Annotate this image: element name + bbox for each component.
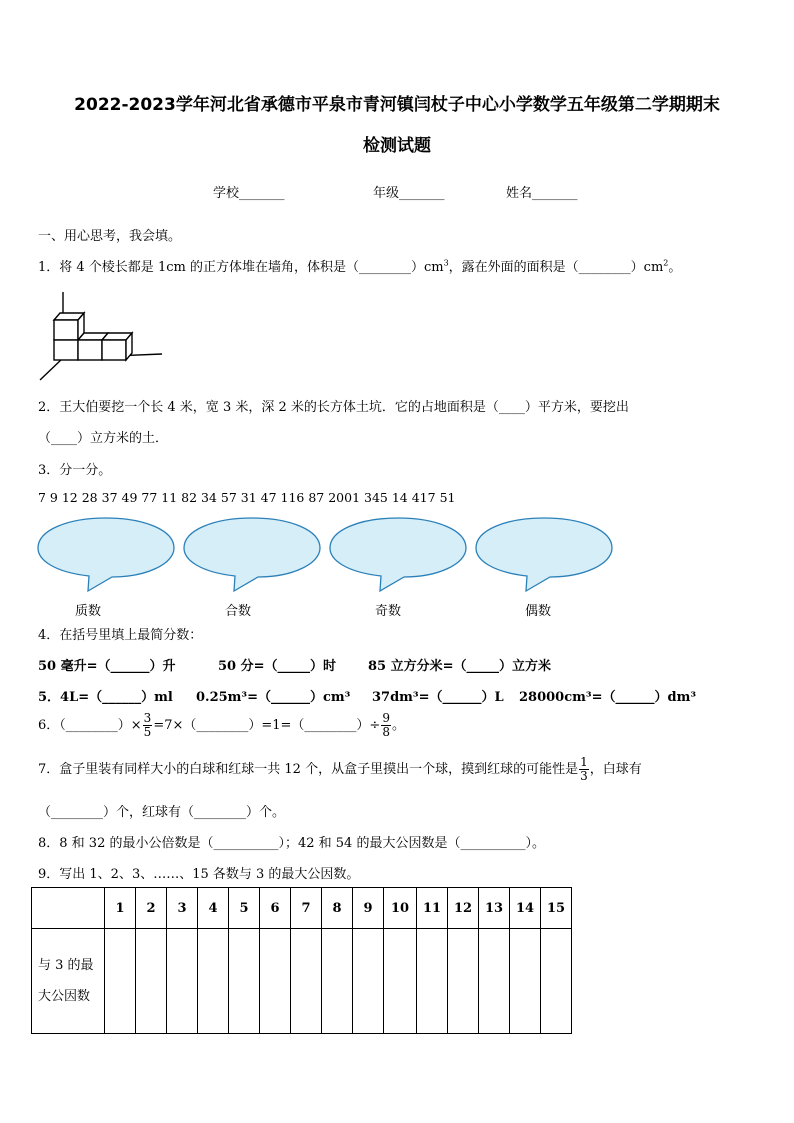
question-9: 9．写出 1、2、3、……、15 各数与 3 的最大公因数。 (38, 867, 360, 882)
cube-corner-figure (36, 288, 166, 383)
answer-cell[interactable] (291, 929, 322, 1034)
table-header-cell: 13 (479, 888, 510, 929)
q1-sup2: 2 (663, 258, 669, 268)
question-7-line2: （________）个，红球有（________）个。 (38, 805, 286, 820)
q7-fraction (579, 756, 589, 783)
table-header-cell: 7 (291, 888, 322, 929)
q6-fraction-2 (381, 712, 391, 739)
answer-cell[interactable] (136, 929, 167, 1034)
label-composite: 合数 (224, 604, 251, 619)
number-list: 7 9 12 28 37 49 77 11 82 34 57 31 47 116 87 2001 345 14 417 51 (38, 490, 456, 505)
q6-frac1-den: 5 (143, 725, 152, 739)
q6-end: 。 (391, 718, 405, 733)
question-7-line1 (38, 756, 642, 783)
question-2-line2: （____）立方米的土． (38, 431, 169, 446)
q1-end: 。 (668, 260, 682, 275)
q5-d: 28000cm³=（______）dm³ (519, 690, 697, 705)
question-6 (38, 712, 405, 739)
gcd-table (31, 887, 572, 1034)
answer-cell[interactable] (417, 929, 448, 1034)
page-title-line2: 检测试题 (363, 136, 431, 156)
question-1 (38, 256, 681, 275)
q6-start: 6．（________）× (38, 718, 142, 733)
table-header-cell: 15 (541, 888, 572, 929)
answer-cell[interactable] (105, 929, 136, 1034)
q1-unit2: cm (643, 260, 664, 275)
bubble-prime (38, 518, 174, 591)
q5-b: 0.25m³=（______）cm³ (196, 690, 351, 705)
question-4: 4．在括号里填上最简分数： (38, 628, 203, 643)
q7-frac-den: 3 (580, 769, 588, 783)
answer-cell[interactable] (198, 929, 229, 1034)
bubble-even (476, 518, 612, 591)
section-heading: 一、用心思考，我会填。 (38, 229, 182, 244)
q4-b: 50 分=（_____）时 (218, 659, 337, 674)
q5-c: 37dm³=（______）L (372, 690, 504, 705)
bubble-odd (330, 518, 466, 591)
table-header-cell: 4 (198, 888, 229, 929)
q6-frac2-num: 9 (382, 711, 390, 725)
table-header-cell: 14 (510, 888, 541, 929)
table-header-cell: 10 (384, 888, 417, 929)
table-header-cell: 1 (105, 888, 136, 929)
q1-part2: ，露在外面的面积是（________） (448, 260, 644, 275)
table-header-cell: 8 (322, 888, 353, 929)
q6-fraction-1 (143, 712, 153, 739)
question-3: 3．分一分。 (38, 463, 112, 478)
q5-a: 5．4L=（______）ml (38, 690, 173, 705)
table-header-cell: 9 (353, 888, 384, 929)
table-header-cell: 5 (229, 888, 260, 929)
table-header-cell: 6 (260, 888, 291, 929)
q6-frac1-num: 3 (143, 711, 152, 725)
table-header-cell: 11 (417, 888, 448, 929)
table-header-cell: 2 (136, 888, 167, 929)
bubble-composite (184, 518, 320, 591)
q1-unit1: cm (423, 260, 444, 275)
question-2-line1: 2．王大伯要挖一个长 4 米，宽 3 米，深 2 米的长方体土坑．它的占地面积是（____）平方米，要挖出 (38, 400, 629, 415)
answer-cell[interactable] (479, 929, 510, 1034)
school-field[interactable]: 学校_______ (213, 186, 285, 201)
label-even: 偶数 (524, 604, 551, 619)
q4-a: 50 毫升=（______）升 (38, 659, 176, 674)
answer-cell[interactable] (448, 929, 479, 1034)
question-8: 8．8 和 32 的最小公倍数是（__________）；42 和 54 的最大公因数是（__________）。 (38, 836, 545, 851)
answer-cell[interactable] (384, 929, 417, 1034)
table-header-row (32, 888, 572, 929)
table-answer-row (32, 929, 572, 1034)
table-header-cell: 3 (167, 888, 198, 929)
classification-bubbles (34, 514, 624, 594)
page-title: 2022-2023学年河北省承德市平泉市青河镇闫杖子中心小学数学五年级第二学期期末 (74, 95, 720, 115)
table-row-label: 与 3 的最大公因数 (32, 929, 105, 1034)
answer-cell[interactable] (167, 929, 198, 1034)
answer-cell[interactable] (353, 929, 384, 1034)
q6-mid: =7×（________）=1=（________）÷ (153, 718, 381, 733)
q6-frac2-den: 8 (382, 725, 390, 739)
q1-part1: 1．将 4 个棱长都是 1cm 的正方体堆在墙角，体积是（________） (38, 260, 424, 275)
answer-cell[interactable] (260, 929, 291, 1034)
q7-line1a: 7．盒子里装有同样大小的白球和红球一共 12 个，从盒子里摸出一个球，摸到红球的可能性是 (38, 762, 579, 777)
label-prime: 质数 (74, 604, 101, 619)
answer-cell[interactable] (541, 929, 572, 1034)
table-header-cell: 12 (448, 888, 479, 929)
q1-sup1: 3 (443, 258, 449, 268)
q4-c: 85 立方分米=（_____）立方米 (368, 659, 552, 674)
answer-cell[interactable] (229, 929, 260, 1034)
name-field[interactable]: 姓名_______ (506, 186, 578, 201)
label-odd: 奇数 (374, 604, 401, 619)
q7-frac-num: 1 (580, 755, 588, 769)
grade-field[interactable]: 年级_______ (373, 186, 445, 201)
q7-line1b: ，白球有 (589, 762, 642, 777)
answer-cell[interactable] (322, 929, 353, 1034)
answer-cell[interactable] (510, 929, 541, 1034)
table-corner-cell (32, 888, 105, 929)
